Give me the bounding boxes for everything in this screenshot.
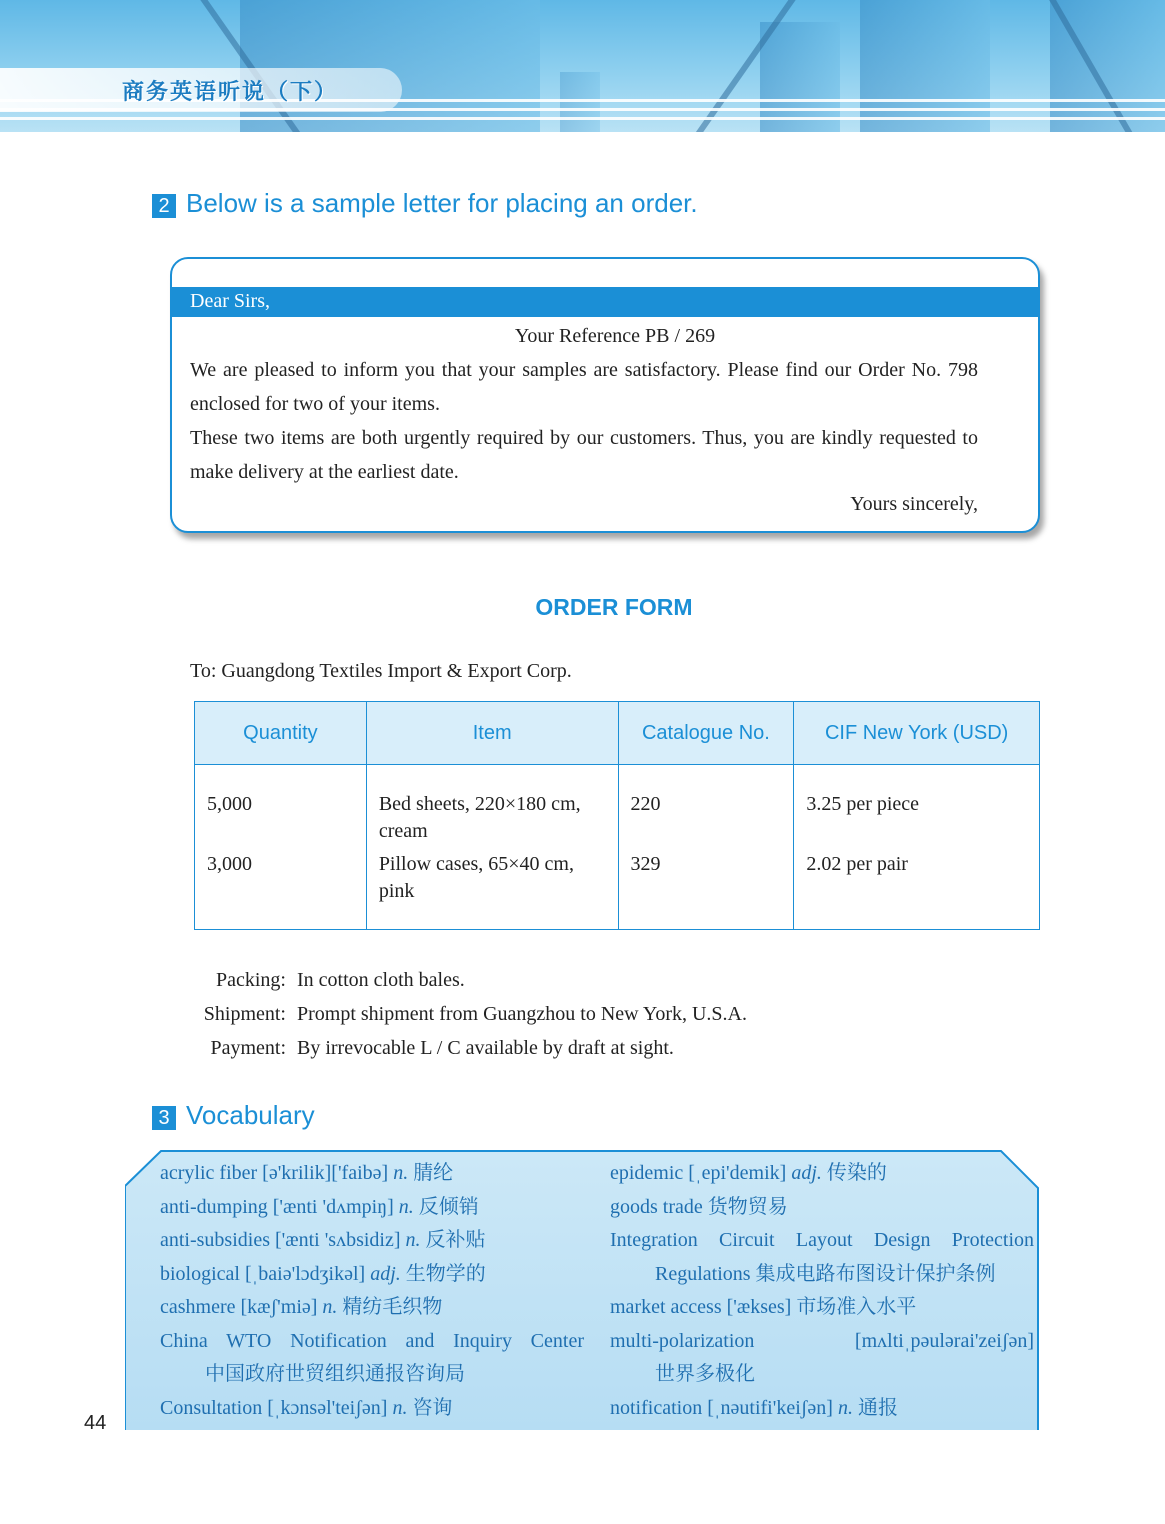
book-title: 商务英语听说（下）: [122, 80, 339, 105]
vocabulary-column-right: [610, 1157, 1034, 1425]
vocab-meaning: 反倾销: [418, 1195, 479, 1218]
quantity-cell: 5,000: [195, 765, 367, 846]
letter-paragraph: These two items are both urgently required by our customers. Thus, you are kindly requested to make delivery at the earliest date.: [190, 427, 978, 483]
term-row: [194, 963, 747, 997]
vocab-part-of-speech: n.: [398, 1195, 414, 1218]
vocab-term: 中国政府世贸组织通报咨询局: [205, 1363, 465, 1385]
section-number: 3: [152, 1106, 176, 1130]
order-form-title: ORDER FORM: [535, 594, 693, 620]
vocab-term: biological [ˌbaiə'lɔdʒikəl]: [160, 1262, 366, 1285]
vocab-meaning: 通报: [857, 1396, 898, 1419]
vocab-part-of-speech: n.: [837, 1396, 853, 1419]
letter-closing: Yours sincerely,: [850, 493, 978, 515]
vocab-part-of-speech: n.: [393, 1162, 409, 1184]
vocab-term: 世界多极化: [655, 1363, 755, 1385]
vocab-term: China WTO Notification and Inquiry Center: [160, 1329, 584, 1352]
term-value: By irrevocable L / C available by draft at sight.: [297, 1037, 674, 1059]
vocabulary-entry: [610, 1191, 1034, 1225]
letter-header-bar: [172, 287, 1038, 317]
vocabulary-entry: [160, 1191, 584, 1225]
term-label: Packing:: [216, 969, 286, 991]
vocab-term: Regulations: [655, 1262, 751, 1285]
column-header: Item: [366, 702, 618, 765]
vocab-meaning: 咨询: [412, 1396, 453, 1419]
vocab-term: anti-subsidies ['ænti 'sʌbsidiz]: [160, 1229, 401, 1251]
vocabulary-entry: [610, 1358, 1034, 1392]
term-value: In cotton cloth bales.: [297, 969, 465, 991]
vocab-meaning: 生物学的: [405, 1262, 486, 1285]
letter-paragraph: We are pleased to inform you that your samples are satisfactory. Please find our Order No. 798 enclosed for two of your items.: [190, 359, 978, 415]
quantity-cell: 3,000: [195, 845, 367, 930]
sample-letter: [170, 257, 1040, 533]
vocab-term: goods trade: [610, 1195, 703, 1218]
catalogue-cell: 329: [618, 845, 794, 930]
vocabulary-entry: [160, 1258, 584, 1292]
order-terms: [194, 963, 747, 1065]
column-header: Quantity: [195, 702, 367, 765]
vocab-part-of-speech: adj.: [370, 1262, 401, 1285]
term-label: Payment:: [210, 1037, 286, 1059]
vocabulary-entry: [610, 1392, 1034, 1426]
vocab-meaning: 货物贸易: [707, 1195, 788, 1218]
letter-salutation: Dear Sirs,: [190, 290, 270, 312]
vocabulary-entry: [160, 1157, 584, 1191]
section-2-heading: [152, 188, 698, 219]
vocabulary-entry: [610, 1325, 1034, 1359]
vocab-part-of-speech: adj.: [791, 1162, 822, 1184]
term-value: Prompt shipment from Guangzhou to New York, U.S.A.: [297, 1003, 747, 1025]
catalogue-cell: 220: [618, 765, 794, 846]
vocab-term: anti-dumping ['ænti 'dʌmpiŋ]: [160, 1195, 394, 1218]
price-cell: 3.25 per piece: [794, 765, 1040, 846]
vocabulary-entry: [160, 1358, 584, 1392]
vocab-term: epidemic [ˌepi'demik]: [610, 1162, 787, 1184]
vocabulary-entry: [610, 1224, 1034, 1258]
vocab-meaning: 腈纶: [413, 1162, 454, 1184]
table-row: [195, 765, 1040, 846]
vocab-meaning: 传染的: [826, 1162, 887, 1184]
vocabulary-entry: [160, 1291, 584, 1325]
vocabulary-entry: [610, 1157, 1034, 1191]
page-number: 44: [84, 1412, 107, 1434]
vocab-term: cashmere [kæʃ'miə]: [160, 1296, 318, 1318]
order-table: [194, 701, 1040, 930]
column-header: Catalogue No.: [618, 702, 794, 765]
vocab-meaning: 反补贴: [425, 1229, 486, 1251]
vocabulary-column-left: [160, 1157, 584, 1425]
vocabulary-entry: [160, 1325, 584, 1359]
order-recipient: To: Guangdong Textiles Import & Export Corp.: [190, 660, 572, 682]
section-3-heading: [152, 1100, 315, 1131]
vocab-meaning: 市场准入水平: [796, 1296, 917, 1318]
item-cell: Pillow cases, 65×40 cm, pink: [366, 845, 618, 930]
vocab-meaning: 集成电路布图设计保护条例: [755, 1262, 996, 1285]
item-cell: Bed sheets, 220×180 cm, cream: [366, 765, 618, 846]
section-title: Below is a sample letter for placing an order.: [186, 188, 698, 218]
term-row: [194, 997, 747, 1031]
term-label: Shipment:: [203, 1003, 286, 1025]
vocab-meaning: 精纺毛织物: [342, 1296, 443, 1318]
section-number: 2: [152, 194, 176, 218]
vocab-term: acrylic fiber [ə'krilik]['faibə]: [160, 1162, 389, 1184]
table-header-row: [195, 702, 1040, 765]
letter-reference: Your Reference PB / 269: [514, 325, 716, 347]
price-cell: 2.02 per pair: [794, 845, 1040, 930]
column-header: CIF New York (USD): [794, 702, 1040, 765]
vocabulary-entry: [610, 1291, 1034, 1325]
term-row: [194, 1031, 747, 1065]
section-title: Vocabulary: [186, 1100, 315, 1130]
vocab-term: Integration Circuit Layout Design Protection: [610, 1229, 1034, 1251]
vocabulary-entry: [160, 1224, 584, 1258]
vocab-term: market access ['ækses]: [610, 1296, 792, 1318]
vocabulary-entry: [160, 1392, 584, 1426]
vocab-term: notification [ˌnəutifi'keiʃən]: [610, 1396, 833, 1419]
vocab-part-of-speech: n.: [322, 1296, 338, 1318]
header-banner: [0, 0, 1165, 132]
vocab-part-of-speech: n.: [405, 1229, 421, 1251]
vocab-term: multi-polarization [mʌltiˌpəulərai'zeiʃən]: [610, 1329, 1034, 1352]
vocab-part-of-speech: n.: [392, 1396, 408, 1419]
table-row: [195, 845, 1040, 930]
vocabulary-entry: [610, 1258, 1034, 1292]
vocab-term: Consultation [ˌkɔnsəl'teiʃən]: [160, 1396, 388, 1419]
